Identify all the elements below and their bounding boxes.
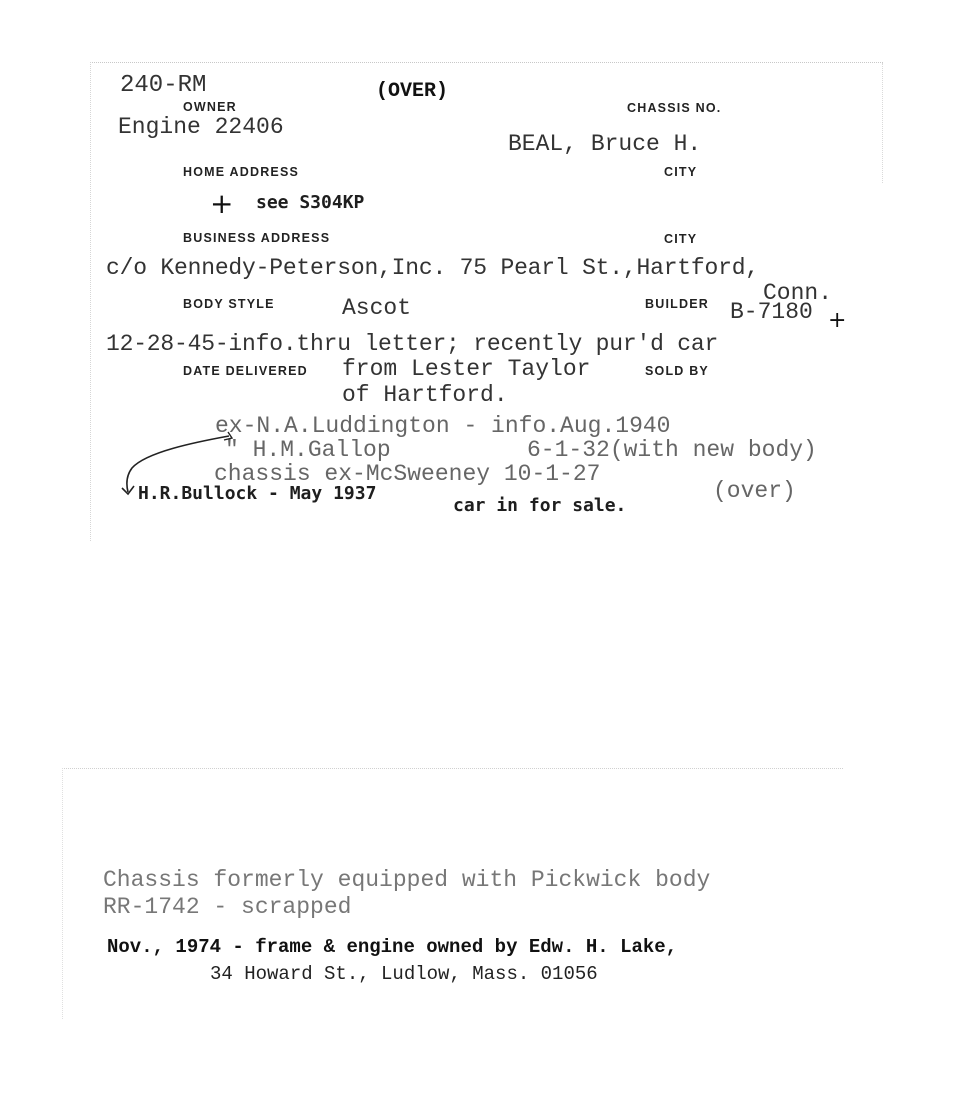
cross-mark-icon: + — [828, 308, 847, 333]
history-line-2-right: 6-1-32(with new body) — [527, 437, 817, 463]
over-small: (over) — [713, 478, 796, 504]
home-address-label: HOME ADDRESS — [183, 165, 300, 179]
history-line-3: chassis ex-McSweeney 10-1-27 — [214, 461, 601, 487]
date-delivered-label: DATE DELIVERED — [183, 364, 308, 378]
business-address-label: BUSINESS ADDRESS — [183, 231, 331, 245]
city-label: CITY — [664, 165, 698, 179]
home-address-note: see S304KP — [256, 192, 365, 213]
sale-note: car in for sale. — [453, 495, 627, 516]
lake-line-1: Nov., 1974 - frame & engine owned by Edw. H. Lake, — [107, 936, 678, 958]
sold-by-line: from Lester Taylor — [342, 356, 591, 382]
owner-name: BEAL, Bruce H. — [508, 131, 702, 157]
info-line: 12-28-45-info.thru letter; recently pur'd car — [106, 331, 719, 357]
bullock-line: H.R.Bullock - May 1937 — [138, 483, 377, 504]
business-state: Conn. — [763, 280, 833, 306]
history-line-2-left: " H.M.Gallop — [225, 437, 391, 463]
cross-mark-icon: + — [210, 187, 234, 220]
body-style-label: BODY STYLE — [183, 297, 275, 311]
over-note: (OVER) — [376, 80, 449, 103]
pickwick-line-1: Chassis formerly equipped with Pickwick body — [103, 867, 711, 893]
history-line-1: ex-N.A.Luddington - info.Aug.1940 — [215, 413, 671, 439]
lake-line-2: 34 Howard St., Ludlow, Mass. 01056 — [210, 963, 598, 985]
builder-value: B-7180 — [730, 299, 813, 325]
chassis-no-label: CHASSIS NO. — [627, 101, 722, 115]
pickwick-line-2: RR-1742 - scrapped — [103, 894, 352, 920]
ref-number: 240-RM — [120, 72, 207, 99]
engine-number: Engine 22406 — [118, 114, 284, 140]
builder-label: BUILDER — [645, 297, 709, 311]
owner-label: OWNER — [183, 100, 237, 114]
sold-by-line-2: of Hartford. — [342, 382, 508, 408]
sold-by-label: SOLD BY — [645, 364, 709, 378]
business-address: c/o Kennedy-Peterson,Inc. 75 Pearl St.,Hartford, — [106, 255, 759, 281]
body-style-value: Ascot — [342, 295, 412, 321]
city-label-2: CITY — [664, 232, 698, 246]
